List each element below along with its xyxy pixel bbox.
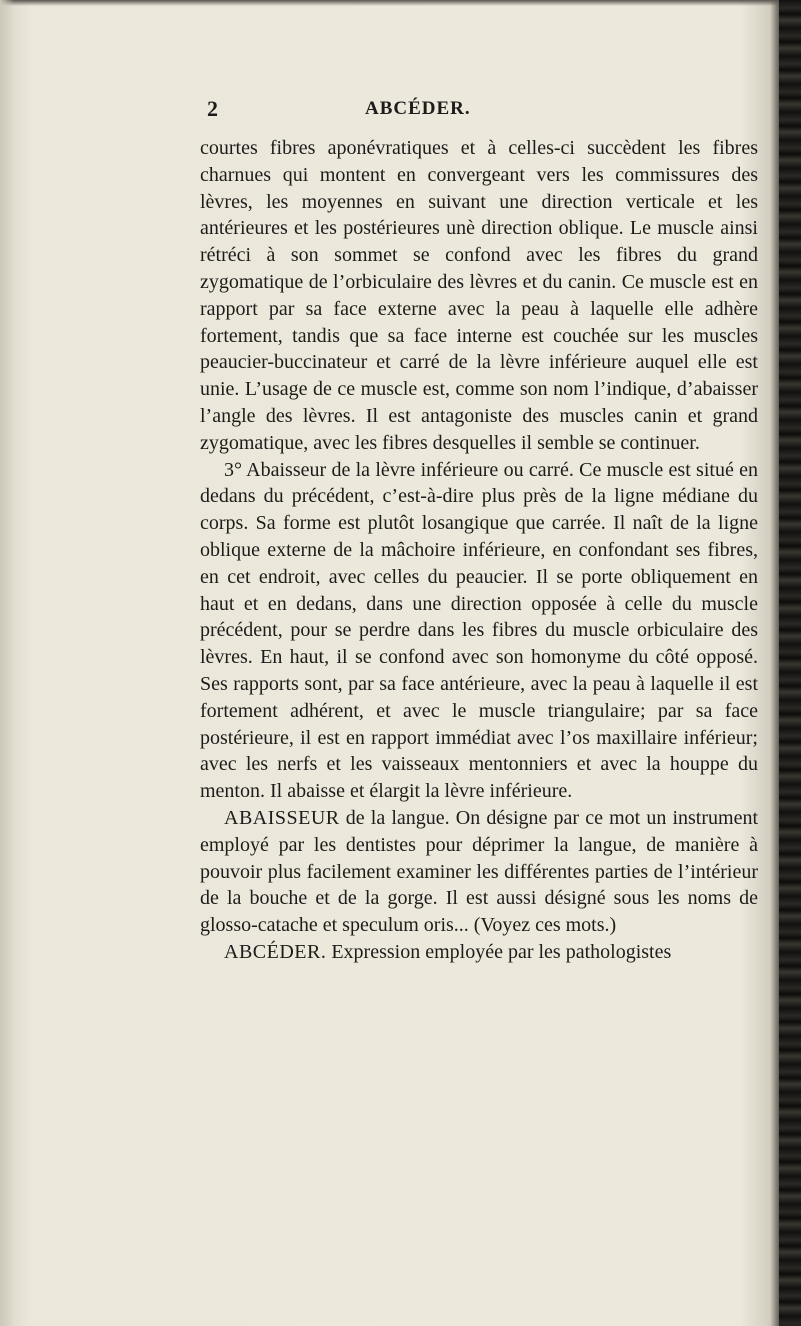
body-text: [200, 135, 758, 966]
entry-abaisseur: [200, 805, 758, 939]
entry-definition: Expression employée par les pathologistes: [326, 940, 672, 963]
entry-term: ABCÉDER.: [224, 940, 327, 963]
book-binding-edge: [779, 0, 801, 1326]
page-left-edge: [0, 0, 14, 1326]
page-top-shadow: [0, 0, 801, 6]
entry-abceder: [200, 939, 758, 966]
running-head: ABCÉDER.: [365, 98, 471, 119]
page-header: [0, 96, 801, 126]
paragraph-abaisseur-levre: 3° Abaisseur de la lèvre inférieure ou carré. Ce muscle est situé en dedans du précédent, c’est-à-dire plus près de la ligne médiane du corps. Sa forme est plutôt losangique que carrée. Il naît de la ligne oblique externe de la mâchoire inférieure, en confondant ses fibres, en cet endroit, avec celles du peaucier. Il se porte obliquement en haut et en dedans, dans une direction opposée à celle du muscle précédent, pour se perdre dans les fibres du muscle orbiculaire des lèvres. En haut, il se confond avec son homonyme du côté opposé. Ses rapports sont, par sa face antérieure, avec la peau à laquelle il est fortement adhérent, et avec le muscle triangulaire; par sa face postérieure, il est en rapport immédiat avec l’os maxillaire inférieur; avec les nerfs et les vaisseaux mentonniers et avec la houppe du menton. Il abaisse et élargit la lèvre inférieure.: [200, 458, 758, 803]
paragraph-continuation: courtes fibres aponévratiques et à celles-ci succèdent les fibres charnues qui montent en convergeant vers les commissures des lèvres, les moyennes en suivant une direction verticale et les antérieures et les postérieures unè direction oblique. Le muscle ainsi rétréci à son sommet se confond avec les fibres du grand zygomatique de l’orbiculaire des lèvres et du canin. Ce muscle est en rapport par sa face externe avec la peau à laquelle elle adhère fortement, tandis que sa face interne est couchée sur les muscles peaucier-buccinateur et carré de la lèvre inférieure auquel elle est unie. L’usage de ce muscle est, comme son nom l’indique, d’abaisser l’angle des lèvres. Il est antagoniste des muscles canin et grand zygomatique, avec les fibres desquelles il semble se continuer.: [200, 137, 758, 454]
page-number: 2: [207, 96, 218, 121]
entry-term: ABAISSEUR: [224, 806, 340, 829]
entry-definition: de la langue. On désigne par ce mot un instrument employé par les dentistes pour déprimer la langue, de manière à pouvoir plus facilement examiner les différentes parties de l’intérieur de la bouche et de la gorge. Il est aussi désigné sous les noms de glosso-catache et speculum oris... (Voyez ces mots.): [200, 806, 758, 937]
